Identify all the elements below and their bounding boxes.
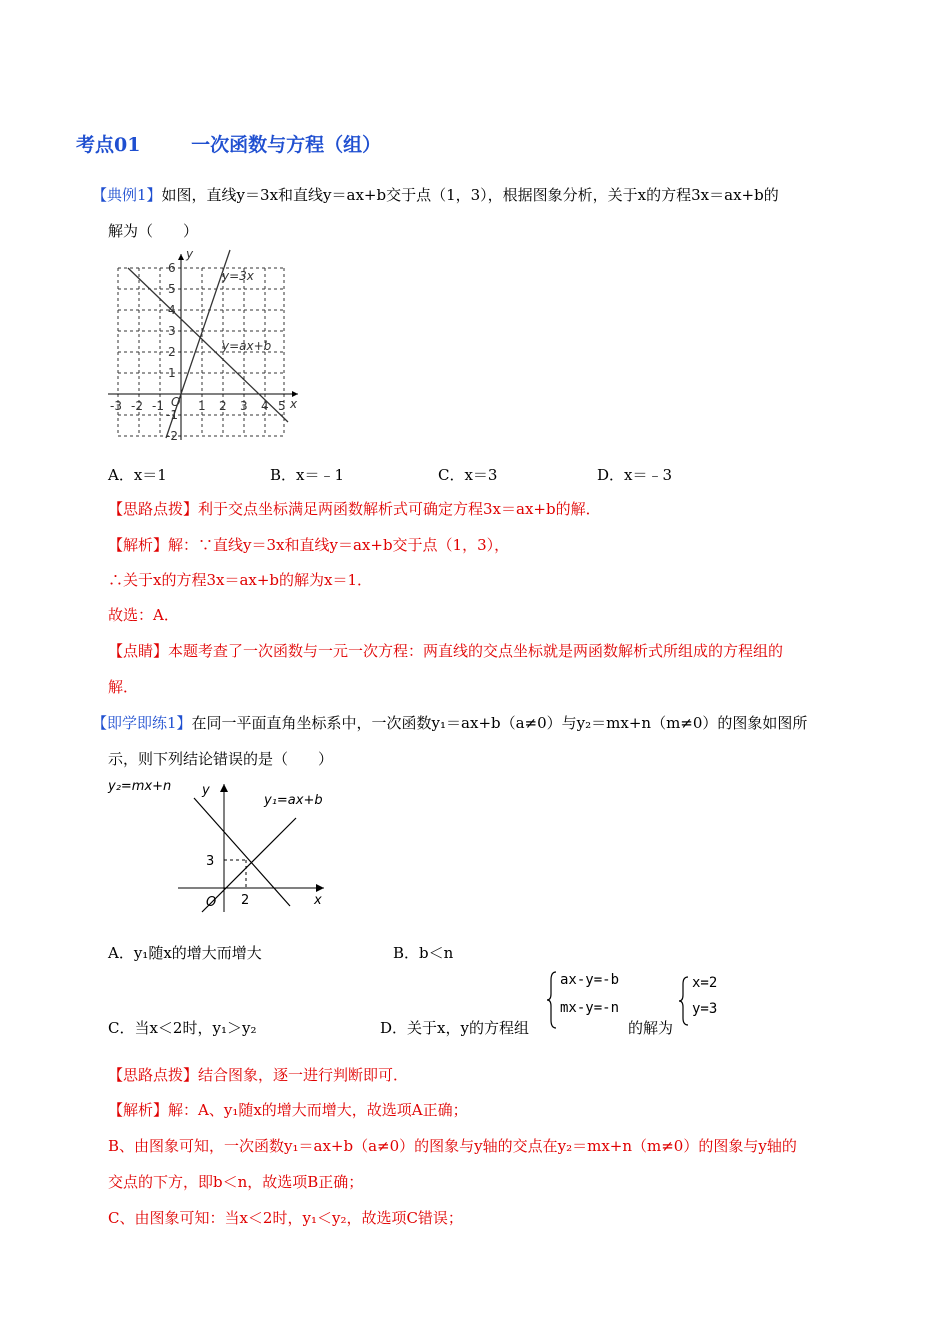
practice1-solution2: B、由图象可知，一次函数y₁＝ax+b（a≠0）的图象与y轴的交点在y₂＝mx+n（m≠0）的图象与y轴的 bbox=[108, 1137, 797, 1155]
practice-tag: 【即学即练1】 bbox=[92, 714, 192, 732]
solution-x: x=2 bbox=[692, 975, 718, 991]
graph-origin: O bbox=[206, 895, 217, 910]
practice-option-b: B．b＜n bbox=[393, 944, 454, 962]
hint-tag: 【思路点拨】 bbox=[108, 500, 199, 518]
example1-solution2: ∴关于x的方程3x＝ax+b的解为x＝1． bbox=[108, 571, 373, 589]
example1-line1 bbox=[92, 184, 779, 205]
solution-system bbox=[678, 975, 738, 1027]
practice1-graph bbox=[106, 774, 346, 914]
line1-label: y=3x bbox=[222, 269, 254, 283]
system-eq2: mx-y=-n bbox=[560, 1000, 620, 1016]
example1-note1 bbox=[108, 640, 783, 661]
practice1-solution4: C、由图象可知：当x＜2时，y₁＜y₂，故选项C错误； bbox=[108, 1209, 463, 1227]
example1-graph bbox=[106, 248, 306, 443]
graph-y-label: y bbox=[186, 248, 194, 261]
line2-label: y=ax+b bbox=[222, 339, 272, 353]
note-tag: 【点睛】 bbox=[108, 642, 169, 660]
x-tick: 1 bbox=[198, 399, 206, 413]
example1-solution1 bbox=[108, 534, 509, 555]
y-tick: 3 bbox=[168, 324, 176, 338]
practice1-line2: 示，则下列结论错误的是（ ） bbox=[108, 750, 334, 768]
practice1-line1 bbox=[92, 712, 807, 733]
tick-2: 2 bbox=[241, 893, 250, 908]
brace-icon bbox=[546, 970, 558, 1030]
practice-option-d: D．关于x，y的方程组 bbox=[380, 1019, 529, 1037]
solution-y: y=3 bbox=[692, 1001, 718, 1017]
x-tick: -3 bbox=[110, 399, 122, 413]
y-tick: 6 bbox=[168, 261, 176, 275]
practice1-solution3: 交点的下方，即b＜n，故选项B正确； bbox=[108, 1173, 364, 1191]
solution-text: 解：A、y₁随x的增大而增大，故选项A正确； bbox=[168, 1101, 468, 1119]
example-text: 如图，直线y＝3x和直线y＝ax+b交于点（1，3），根据图象分析，关于x的方程3x＝ax+b的 bbox=[161, 186, 779, 204]
brace-icon bbox=[678, 975, 690, 1027]
x-tick: -1 bbox=[152, 399, 164, 413]
hint-tag: 【思路点拨】 bbox=[108, 1066, 199, 1084]
x-tick: 5 bbox=[278, 399, 286, 413]
example-tag: 【典例1】 bbox=[92, 186, 162, 204]
equation-system bbox=[546, 970, 626, 1030]
option-c: C．x＝3 bbox=[438, 466, 498, 484]
graph-origin: O bbox=[171, 395, 181, 409]
option-d-mid: 的解为 bbox=[628, 1019, 674, 1037]
graph-x-label: x bbox=[290, 397, 298, 411]
solution-text: 解：∵直线y＝3x和直线y＝ax+b交于点（1，3）， bbox=[168, 536, 510, 554]
tick-3: 3 bbox=[206, 854, 215, 869]
x-tick: -2 bbox=[131, 399, 143, 413]
section-heading bbox=[76, 130, 381, 157]
y-tick: 4 bbox=[168, 303, 176, 317]
solution-tag: 【解析】 bbox=[108, 536, 169, 554]
section-number: 考点01 bbox=[76, 134, 141, 156]
section-title: 一次函数与方程（组） bbox=[191, 134, 382, 156]
system-eq1: ax-y=-b bbox=[560, 972, 620, 988]
solution-tag: 【解析】 bbox=[108, 1101, 169, 1119]
hint-text: 结合图象，逐一进行判断即可． bbox=[198, 1066, 409, 1084]
line-y2 bbox=[194, 798, 290, 906]
y2-label: y₂=mx+n bbox=[108, 779, 172, 794]
practice-option-a: A．y₁随x的增大而增大 bbox=[108, 944, 262, 962]
example1-line2: 解为（ ） bbox=[108, 222, 199, 240]
practice-option-c: C．当x＜2时，y₁＞y₂ bbox=[108, 1019, 257, 1037]
example1-hint bbox=[108, 498, 601, 519]
hint-text: 利于交点坐标满足两函数解析式可确定方程3x＝ax+b的解． bbox=[198, 500, 601, 518]
graph-x-label: x bbox=[314, 893, 322, 908]
note-text: 本题考查了一次函数与一元一次方程：两直线的交点坐标就是两函数解析式所组成的方程组的 bbox=[168, 642, 784, 660]
practice1-solution1 bbox=[108, 1099, 468, 1120]
example1-note2: 解． bbox=[108, 678, 139, 696]
y-tick: 2 bbox=[168, 345, 176, 359]
x-tick: 4 bbox=[261, 399, 269, 413]
y-tick: 5 bbox=[168, 282, 176, 296]
option-a: A．x＝1 bbox=[108, 466, 167, 484]
x-tick: 2 bbox=[219, 399, 227, 413]
y-tick: -1 bbox=[166, 408, 178, 422]
x-tick: 3 bbox=[240, 399, 248, 413]
graph-y-label: y bbox=[202, 783, 210, 798]
y1-label: y₁=ax+b bbox=[264, 793, 323, 808]
example1-solution3: 故选：A． bbox=[108, 606, 179, 624]
practice-text: 在同一平面直角坐标系中，一次函数y₁＝ax+b（a≠0）与y₂＝mx+n（m≠0）的图象如图所 bbox=[191, 714, 808, 732]
practice1-hint bbox=[108, 1064, 408, 1085]
option-b: B．x＝﹣1 bbox=[270, 466, 345, 484]
y-tick: 1 bbox=[168, 366, 176, 380]
option-d: D．x＝﹣3 bbox=[597, 466, 673, 484]
y-tick: -2 bbox=[166, 429, 178, 443]
